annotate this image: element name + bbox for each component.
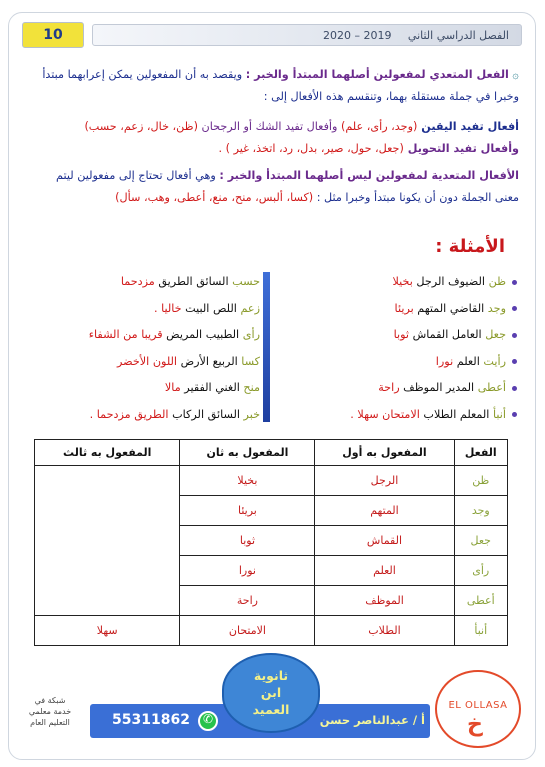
- example-sentence: [287, 405, 517, 432]
- bullet-icon: [512, 359, 517, 364]
- example-subject: الغني: [211, 381, 244, 395]
- example-subject: المدير: [442, 381, 478, 395]
- brand-logo-text: EL OLLASA: [448, 700, 508, 711]
- example-subject: السائق: [192, 275, 233, 288]
- example-object-1: المريض: [162, 328, 203, 342]
- cell-verb: جعل: [454, 526, 507, 556]
- cell-verb: أنبأ: [454, 616, 507, 646]
- example-sentence: [30, 272, 260, 299]
- example-verb: وجد: [487, 301, 506, 315]
- brand-logo: [435, 670, 521, 748]
- non-origin-start: معنى الجملة دون أن يكونا مبتدأ وخبرا مثل :: [313, 191, 519, 204]
- example-verb: أعطى: [477, 381, 506, 395]
- example-object-2: مزدحما: [120, 275, 155, 288]
- example-object-1: الطريق: [154, 275, 193, 288]
- signature-line: التعليم العام: [30, 718, 70, 727]
- examples-right-column: [287, 272, 517, 432]
- page-header: [22, 22, 522, 48]
- intro-rest: ويقصد به أن المفعولين يمكن إعرابهما مبتدأ: [42, 68, 246, 81]
- cell-object-2: الامتحان: [180, 616, 315, 646]
- cell-object-3: [35, 466, 180, 616]
- phone-number: 55311862: [112, 712, 190, 728]
- school-name-line: ابن: [260, 685, 282, 700]
- example-object-1: الطلاب: [419, 407, 457, 421]
- cell-object-1: الرجل: [315, 466, 454, 496]
- header-object-3: المفعول به ثالث: [35, 440, 180, 466]
- example-verb: ظن: [488, 275, 506, 288]
- bullet-icon: [512, 386, 517, 391]
- example-verb: رأى: [242, 328, 260, 342]
- bullet-icon: [512, 280, 517, 285]
- example-sentence: [30, 325, 260, 352]
- cell-object-1: الموظف: [315, 586, 454, 616]
- cell-verb: أعطى: [454, 586, 507, 616]
- example-sentence: [287, 325, 517, 352]
- doubt-list: (ظن، خال، زعم، حسب): [84, 120, 198, 133]
- table-header-row: [35, 440, 508, 466]
- cell-object-1: العلم: [315, 556, 454, 586]
- cell-object-3: سهلا: [35, 616, 180, 646]
- example-object-2: بريئا: [394, 301, 414, 315]
- signature: [20, 695, 80, 728]
- example-object-2: نورا: [435, 354, 454, 368]
- example-object-1: المتهم: [413, 301, 447, 315]
- example-verb: حسب: [232, 275, 260, 288]
- example-subject: القاضي: [446, 301, 488, 315]
- table-row: [35, 616, 508, 646]
- example-object-1: العلم: [453, 354, 480, 368]
- example-subject: الضيوف: [444, 275, 489, 288]
- transform-line: [19, 140, 519, 157]
- example-verb: جعل: [485, 328, 506, 342]
- example-subject: اللص: [209, 301, 241, 315]
- example-sentence: [30, 378, 260, 405]
- example-subject: العامل: [448, 328, 486, 342]
- example-subject: السائق: [204, 407, 244, 421]
- example-verb: رأيت: [483, 354, 506, 368]
- header-year: 2020 – 2019: [323, 29, 392, 42]
- certainty-line: [19, 118, 519, 135]
- cell-object-1: القماش: [315, 526, 454, 556]
- example-sentence: [30, 352, 260, 379]
- cell-object-2: بريئا: [180, 496, 315, 526]
- example-subject: المعلم: [456, 407, 493, 421]
- transform-list: (جعل، حول، صير، بدل، رد، اتخذ، غير ) .: [218, 142, 404, 155]
- example-object-2: ثوبا: [393, 328, 410, 342]
- example-object-1: الرجل: [412, 275, 445, 288]
- table-row: [35, 466, 508, 496]
- signature-line: خدمة معلمي: [28, 707, 72, 716]
- example-object-2: راحة: [378, 381, 400, 395]
- cell-object-2: راحة: [180, 586, 315, 616]
- brand-logo-letter: خ: [467, 712, 483, 737]
- certainty-list: (وجد، رأى، علم): [341, 120, 418, 133]
- school-name-line: ثانوية: [253, 668, 289, 683]
- column-divider: [263, 272, 270, 422]
- example-object-2: بخيلا: [392, 275, 413, 288]
- example-sentence: [287, 352, 517, 379]
- example-object-1: القماش: [409, 328, 449, 342]
- example-verb: منح: [243, 381, 260, 395]
- header-bar: [92, 24, 522, 46]
- cell-verb: رأى: [454, 556, 507, 586]
- whatsapp-icon: [198, 711, 218, 731]
- certainty-label: أفعال تفيد اليقين: [417, 120, 519, 133]
- example-object-1: الركاب: [168, 407, 205, 421]
- examples-left-column: [30, 272, 260, 432]
- cell-verb: وجد: [454, 496, 507, 526]
- example-sentence: [287, 378, 517, 405]
- example-verb: كسا: [241, 354, 260, 368]
- cell-object-1: الطلاب: [315, 616, 454, 646]
- teacher-name: أ / عبدالناصر حسن: [319, 713, 425, 727]
- example-subject: الربيع: [209, 354, 242, 368]
- example-verb: أنبأ: [492, 407, 506, 421]
- example-object-2: خاليا .: [153, 301, 182, 315]
- transform-label: وأفعال تفيد التحويل: [403, 142, 519, 155]
- non-origin-line-1: [19, 167, 519, 184]
- example-object-2: اللون الأخضر: [116, 354, 178, 368]
- non-origin-rest: وهي أفعال تحتاج إلى مفعولين ليتم: [56, 169, 220, 182]
- example-object-2: قريبا من الشفاء: [88, 328, 163, 342]
- example-sentence: [30, 299, 260, 326]
- example-verb: زعم: [240, 301, 260, 315]
- example-sentence: [287, 272, 517, 299]
- cell-object-2: بخيلا: [180, 466, 315, 496]
- cell-verb: ظن: [454, 466, 507, 496]
- example-subject: الطبيب: [202, 328, 243, 342]
- example-sentence: [30, 405, 260, 432]
- verbs-table: [34, 439, 508, 646]
- header-semester: الفصل الدراسي الثاني: [407, 29, 509, 42]
- gear-icon: ۞: [508, 68, 519, 81]
- school-name-line: العميد: [252, 702, 290, 717]
- example-object-2: مالا: [164, 381, 181, 395]
- signature-line: شبكة في: [34, 696, 66, 705]
- example-object-1: الموظف: [399, 381, 443, 395]
- intro-line-1: [19, 66, 519, 83]
- example-object-2: الطريق مزدحما .: [89, 407, 169, 421]
- cell-object-2: نورا: [180, 556, 315, 586]
- intro-line-2: وخبرا في جملة مستقلة بهما، وتنقسم هذه الأفعال إلى :: [263, 90, 519, 103]
- example-sentence: [287, 299, 517, 326]
- header-verb: الفعل: [454, 440, 507, 466]
- bullet-icon: [512, 333, 517, 338]
- example-object-1: البيت: [181, 301, 210, 315]
- bullet-icon: [512, 306, 517, 311]
- non-origin-line-2: [19, 189, 519, 206]
- examples-title: الأمثلة :: [435, 236, 505, 257]
- example-object-1: الأرض: [177, 354, 210, 368]
- non-origin-list: (كسا، ألبس، منح، منع، أعطى، وهب، سأل): [115, 191, 314, 204]
- example-verb: خبر: [243, 407, 260, 421]
- example-object-1: الفقير: [180, 381, 212, 395]
- page-number: 10: [22, 22, 84, 48]
- school-badge: [222, 653, 320, 733]
- bullet-icon: [512, 412, 517, 417]
- header-object-2: المفعول به ثان: [180, 440, 315, 466]
- example-object-2: الامتحان سهلا .: [350, 407, 420, 421]
- non-origin-heading: الأفعال المتعدية لمفعولين ليس أصلهما المبتدأ والخبر :: [219, 169, 519, 182]
- certainty-mid: وأفعال تفيد الشك أو الرجحان: [197, 120, 341, 133]
- header-object-1: المفعول به أول: [315, 440, 454, 466]
- intro-heading: الفعل المتعدي لمفعولين أصلهما المبتدأ والخبر :: [245, 68, 509, 81]
- cell-object-1: المتهم: [315, 496, 454, 526]
- cell-object-2: ثوبا: [180, 526, 315, 556]
